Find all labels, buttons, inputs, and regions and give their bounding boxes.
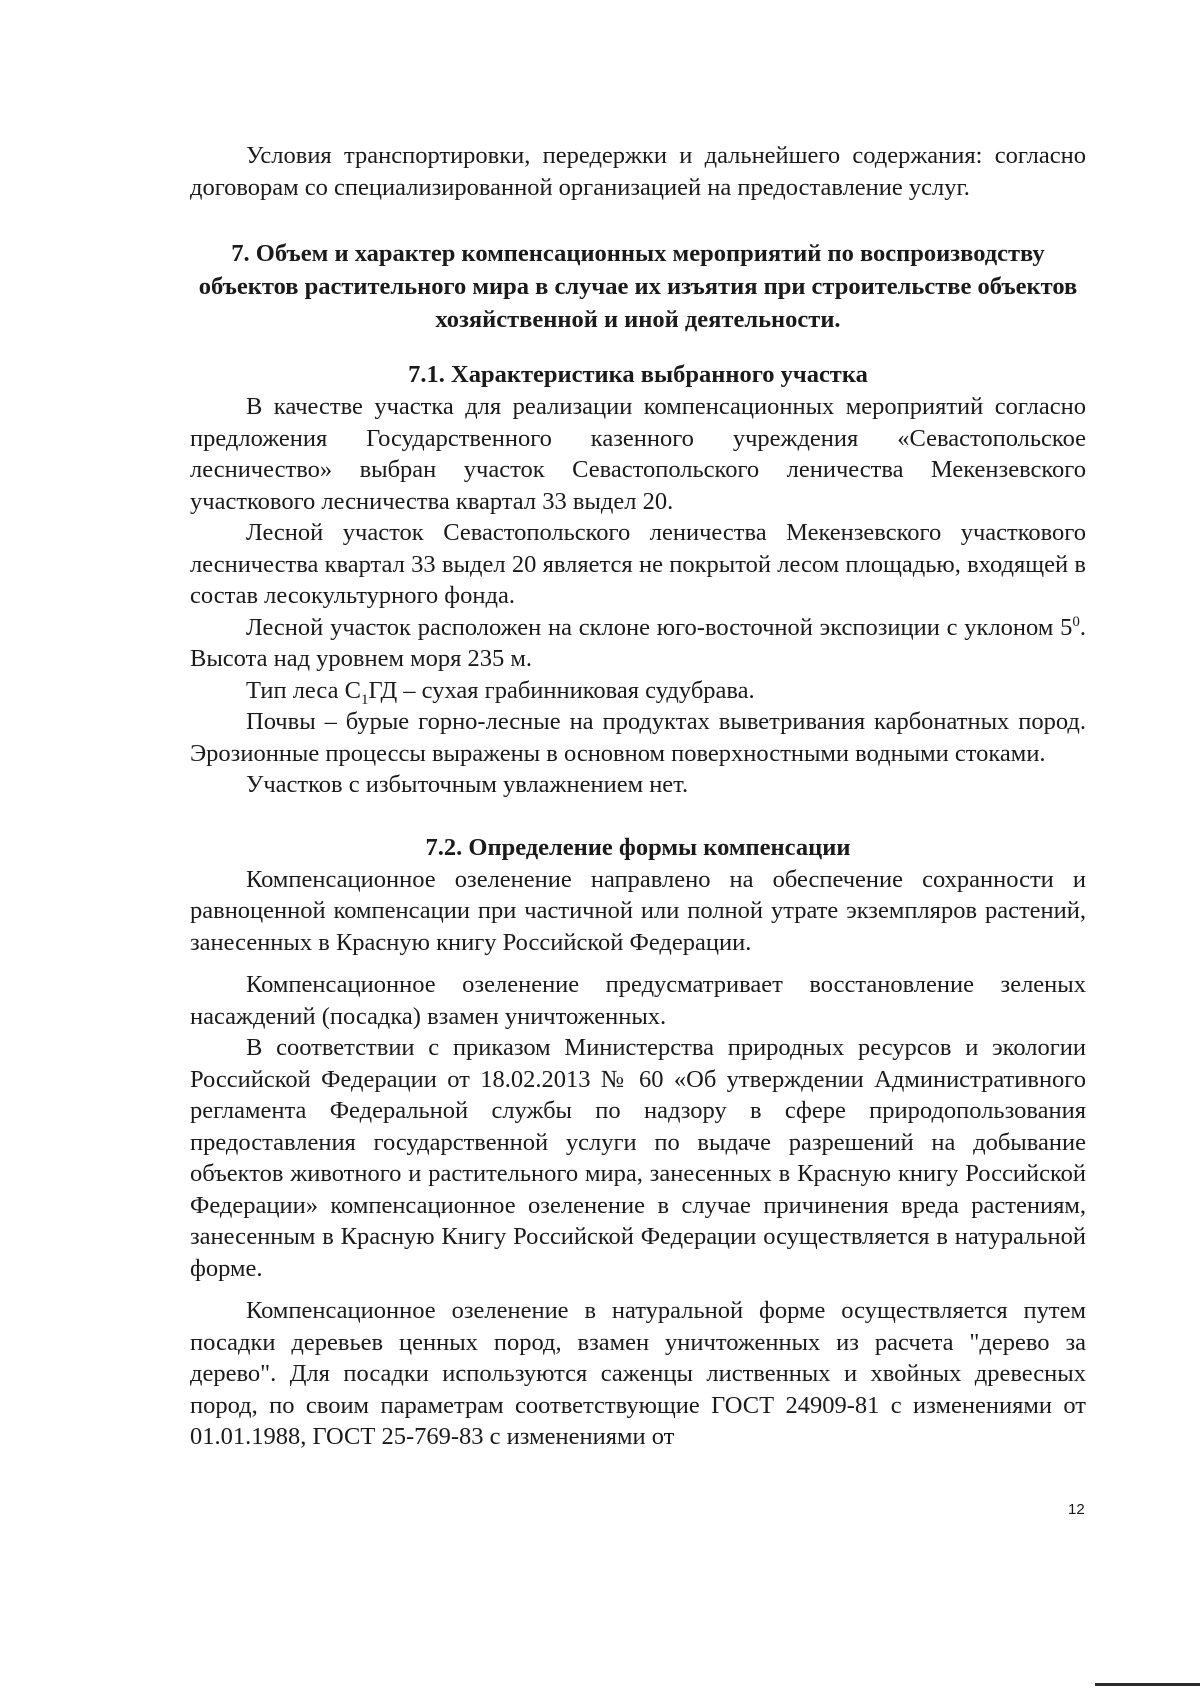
section-7-2-paragraph-1: Компенсационное озеленение направлено на обеспечение сохранности и равноценной компенсации при частичной или полной утрате экземпляров растений, занесенных в Красную книгу Российской Федерации. [190, 865, 1086, 956]
page-number: 12 [1068, 1501, 1085, 1518]
intro-paragraph: Условия транспортировки, передержки и дальнейшего содержания: согласно договорам со специализированной организацией на предоставление услуг. [190, 142, 1086, 201]
forest-type-text: ГД – сухая грабинниковая судубрава. [368, 676, 755, 704]
section-7-2-paragraph-3: В соответствии с приказом Министерства природных ресурсов и экологии Российской Федерации от 18.02.2013 № 60 «Об утверждении Административного регламента Федеральной службы по надзору в сфере природопользования предоставления государственной услуги по выдаче разрешений на добывание объектов животного и растительного мира, занесенных в Красную книгу Российской Федерации» компенсационное озеленение в случае причинения вреда растениям, занесенным в Красную Книгу Российской Федерации осуществляется в натуральной форме. [190, 1034, 1086, 1282]
forest-type-subscript: 1 [360, 691, 369, 708]
section-7-1-paragraph-3 [190, 612, 1086, 675]
section-7-1-paragraph-5: Почвы – бурые горно-лесные на продуктах выветривания карбонатных пород. Эрозионные процессы выражены в основном поверхностными водными стоками. [190, 708, 1086, 767]
page-content [190, 140, 1086, 1453]
section-7-1-title: 7.1. Характеристика выбранного участка [408, 361, 868, 388]
section-7-2-title: 7.2. Определение формы компенсации [425, 833, 851, 861]
section-7-1-paragraph-6: Участков с избыточным увлажнением нет. [246, 771, 689, 798]
altitude-text: . Высота над уровнем моря 235 м. [190, 613, 1086, 672]
degree-superscript: 0 [1072, 613, 1080, 630]
section-7-1-paragraph-1: В качестве участка для реализации компенсационных мероприятий согласно предложения Государственного казенного учреждения «Севастопольское лесничество» выбран участок Севастопольского леничества Мекензевского участкового лесничества квартал 33 выдел 20. [190, 393, 1086, 515]
section-7-2-paragraph-2: Компенсационное озеленение предусматривает восстановление зеленых насаждений (посадка) взамен уничтоженных. [190, 971, 1086, 1030]
section-7-title: 7. Объем и характер компенсационных мероприятий по воспроизводству объектов растительного мира в случае их изъятия при строительстве объектов хозяйственной и иной деятельности. [198, 240, 1078, 333]
section-7-1-paragraph-2: Лесной участок Севастопольского леничества Мекензевского участкового лесничества квартал 33 выдел 20 является не покрытой лесом площадью, входящей в состав лесокультурного фонда. [190, 519, 1086, 609]
section-7-1-paragraph-4 [190, 675, 1086, 707]
forest-type-label: Тип леса С [246, 676, 361, 704]
section-7-2-paragraph-4: Компенсационное озеленение в натуральной форме осуществляется путем посадки деревьев ценных пород, взамен уничтоженных из расчета "дерево за дерево". Для посадки используются саженцы лиственных и хвойных древесных пород, по своим параметрам соответствующие ГОСТ 24909-81 с изменениями от 01.01.1988, ГОСТ 25-769-83 с изменениями от [190, 1297, 1086, 1450]
scan-edge-line [1095, 1683, 1200, 1686]
slope-text: Лесной участок расположен на склоне юго-восточной экспозиции с уклоном 5 [246, 613, 1073, 641]
